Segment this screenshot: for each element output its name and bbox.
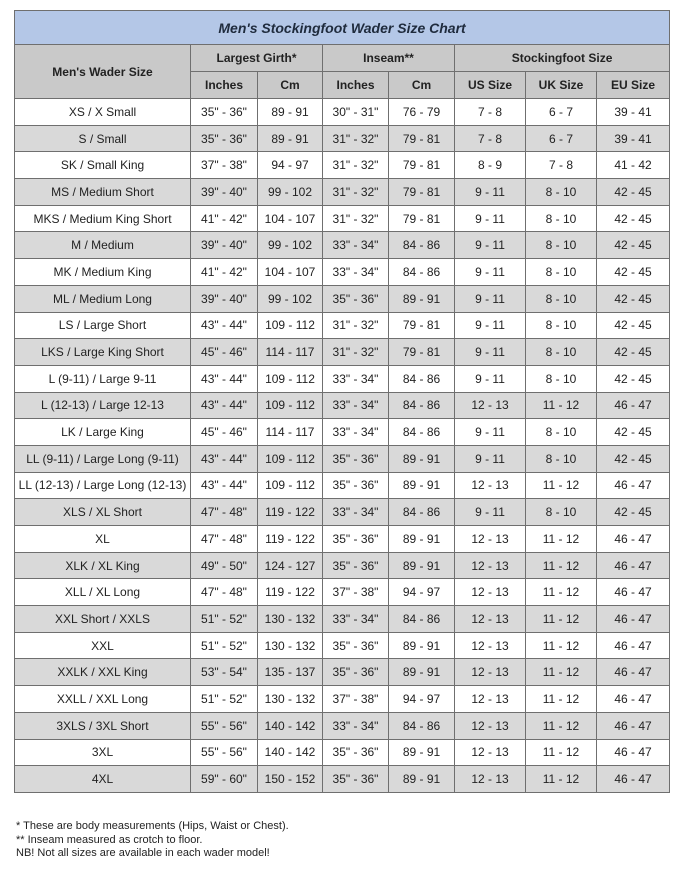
us-size-cell: 12 - 13: [455, 579, 526, 606]
us-size-cell: 9 - 11: [455, 285, 526, 312]
girth-inches-cell: 59" - 60": [191, 766, 258, 793]
girth-cm-cell: 119 - 122: [258, 526, 323, 553]
subheader-eu-size: EU Size: [597, 72, 670, 99]
table-row: [15, 125, 670, 152]
girth-cm-cell: 99 - 102: [258, 232, 323, 259]
us-size-cell: 9 - 11: [455, 499, 526, 526]
inseam-cm-cell: 79 - 81: [389, 125, 455, 152]
eu-size-cell: 42 - 45: [597, 205, 670, 232]
eu-size-cell: 46 - 47: [597, 472, 670, 499]
inseam-inches-cell: 35" - 36": [323, 632, 389, 659]
girth-cm-cell: 119 - 122: [258, 579, 323, 606]
girth-cm-cell: 114 - 117: [258, 419, 323, 446]
inseam-cm-cell: 94 - 97: [389, 686, 455, 713]
inseam-inches-cell: 33" - 34": [323, 259, 389, 286]
table-row: [15, 99, 670, 126]
girth-inches-cell: 39" - 40": [191, 232, 258, 259]
table-row: [15, 365, 670, 392]
us-size-cell: 9 - 11: [455, 259, 526, 286]
subheader-girth-cm: Cm: [258, 72, 323, 99]
inseam-cm-cell: 76 - 79: [389, 99, 455, 126]
inseam-cm-cell: 89 - 91: [389, 472, 455, 499]
girth-inches-cell: 47" - 48": [191, 499, 258, 526]
inseam-inches-cell: 33" - 34": [323, 499, 389, 526]
table-row: [15, 659, 670, 686]
us-size-cell: 9 - 11: [455, 445, 526, 472]
size-cell: LKS / Large King Short: [15, 339, 191, 366]
uk-size-cell: 8 - 10: [526, 445, 597, 472]
eu-size-cell: 46 - 47: [597, 766, 670, 793]
inseam-cm-cell: 84 - 86: [389, 232, 455, 259]
girth-cm-cell: 104 - 107: [258, 205, 323, 232]
size-cell: XXLK / XXL King: [15, 659, 191, 686]
size-cell: S / Small: [15, 125, 191, 152]
girth-inches-cell: 51" - 52": [191, 632, 258, 659]
eu-size-cell: 46 - 47: [597, 526, 670, 553]
table-row: [15, 232, 670, 259]
girth-inches-cell: 39" - 40": [191, 179, 258, 206]
size-cell: M / Medium: [15, 232, 191, 259]
inseam-inches-cell: 33" - 34": [323, 712, 389, 739]
table-row: [15, 205, 670, 232]
size-chart: [14, 10, 669, 793]
uk-size-cell: 11 - 12: [526, 606, 597, 633]
inseam-cm-cell: 89 - 91: [389, 526, 455, 553]
size-cell: XXL: [15, 632, 191, 659]
table-row: [15, 179, 670, 206]
us-size-cell: 8 - 9: [455, 152, 526, 179]
girth-inches-cell: 47" - 48": [191, 579, 258, 606]
uk-size-cell: 11 - 12: [526, 472, 597, 499]
inseam-cm-cell: 89 - 91: [389, 552, 455, 579]
table-row: [15, 339, 670, 366]
us-size-cell: 12 - 13: [455, 606, 526, 633]
us-size-cell: 7 - 8: [455, 125, 526, 152]
table-row: [15, 312, 670, 339]
eu-size-cell: 41 - 42: [597, 152, 670, 179]
girth-inches-cell: 35" - 36": [191, 125, 258, 152]
size-cell: LK / Large King: [15, 419, 191, 446]
us-size-cell: 9 - 11: [455, 179, 526, 206]
table-row: [15, 526, 670, 553]
us-size-cell: 9 - 11: [455, 312, 526, 339]
girth-cm-cell: 109 - 112: [258, 392, 323, 419]
table-row: [15, 472, 670, 499]
eu-size-cell: 46 - 47: [597, 579, 670, 606]
inseam-inches-cell: 33" - 34": [323, 392, 389, 419]
girth-inches-cell: 43" - 44": [191, 392, 258, 419]
uk-size-cell: 8 - 10: [526, 339, 597, 366]
table-row: [15, 606, 670, 633]
girth-cm-cell: 109 - 112: [258, 445, 323, 472]
girth-cm-cell: 124 - 127: [258, 552, 323, 579]
uk-size-cell: 8 - 10: [526, 259, 597, 286]
uk-size-cell: 11 - 12: [526, 766, 597, 793]
uk-size-cell: 8 - 10: [526, 205, 597, 232]
girth-inches-cell: 43" - 44": [191, 445, 258, 472]
inseam-inches-cell: 33" - 34": [323, 365, 389, 392]
size-cell: MKS / Medium King Short: [15, 205, 191, 232]
us-size-cell: 9 - 11: [455, 365, 526, 392]
chart-title: Men's Stockingfoot Wader Size Chart: [15, 11, 670, 45]
inseam-inches-cell: 33" - 34": [323, 232, 389, 259]
uk-size-cell: 11 - 12: [526, 579, 597, 606]
table-row: [15, 766, 670, 793]
inseam-cm-cell: 84 - 86: [389, 419, 455, 446]
inseam-inches-cell: 30" - 31": [323, 99, 389, 126]
girth-inches-cell: 41" - 42": [191, 259, 258, 286]
eu-size-cell: 39 - 41: [597, 99, 670, 126]
eu-size-cell: 42 - 45: [597, 339, 670, 366]
uk-size-cell: 11 - 12: [526, 552, 597, 579]
girth-cm-cell: 89 - 91: [258, 99, 323, 126]
girth-inches-cell: 49" - 50": [191, 552, 258, 579]
inseam-inches-cell: 33" - 34": [323, 419, 389, 446]
uk-size-cell: 11 - 12: [526, 632, 597, 659]
eu-size-cell: 42 - 45: [597, 179, 670, 206]
inseam-cm-cell: 89 - 91: [389, 739, 455, 766]
girth-inches-cell: 51" - 52": [191, 606, 258, 633]
inseam-inches-cell: 37" - 38": [323, 579, 389, 606]
girth-inches-cell: 39" - 40": [191, 285, 258, 312]
inseam-cm-cell: 84 - 86: [389, 712, 455, 739]
girth-inches-cell: 51" - 52": [191, 686, 258, 713]
subheader-us-size: US Size: [455, 72, 526, 99]
eu-size-cell: 46 - 47: [597, 632, 670, 659]
inseam-cm-cell: 84 - 86: [389, 259, 455, 286]
header-stockingfoot-size: Stockingfoot Size: [455, 45, 670, 72]
subheader-girth-inches: Inches: [191, 72, 258, 99]
girth-inches-cell: 45" - 46": [191, 419, 258, 446]
uk-size-cell: 11 - 12: [526, 686, 597, 713]
girth-cm-cell: 130 - 132: [258, 632, 323, 659]
girth-inches-cell: 53" - 54": [191, 659, 258, 686]
girth-cm-cell: 150 - 152: [258, 766, 323, 793]
girth-inches-cell: 41" - 42": [191, 205, 258, 232]
girth-inches-cell: 43" - 44": [191, 472, 258, 499]
inseam-cm-cell: 79 - 81: [389, 312, 455, 339]
size-cell: XL: [15, 526, 191, 553]
uk-size-cell: 6 - 7: [526, 125, 597, 152]
us-size-cell: 12 - 13: [455, 526, 526, 553]
eu-size-cell: 46 - 47: [597, 686, 670, 713]
girth-cm-cell: 140 - 142: [258, 739, 323, 766]
girth-cm-cell: 119 - 122: [258, 499, 323, 526]
size-cell: MS / Medium Short: [15, 179, 191, 206]
girth-inches-cell: 37" - 38": [191, 152, 258, 179]
inseam-inches-cell: 35" - 36": [323, 445, 389, 472]
eu-size-cell: 42 - 45: [597, 232, 670, 259]
inseam-inches-cell: 35" - 36": [323, 285, 389, 312]
size-cell: 3XLS / 3XL Short: [15, 712, 191, 739]
table-row: [15, 285, 670, 312]
size-cell: LL (12-13) / Large Long (12-13): [15, 472, 191, 499]
eu-size-cell: 42 - 45: [597, 259, 670, 286]
uk-size-cell: 6 - 7: [526, 99, 597, 126]
uk-size-cell: 7 - 8: [526, 152, 597, 179]
us-size-cell: 12 - 13: [455, 392, 526, 419]
size-cell: L (9-11) / Large 9-11: [15, 365, 191, 392]
girth-cm-cell: 114 - 117: [258, 339, 323, 366]
us-size-cell: 12 - 13: [455, 739, 526, 766]
inseam-cm-cell: 94 - 97: [389, 579, 455, 606]
uk-size-cell: 11 - 12: [526, 739, 597, 766]
girth-inches-cell: 47" - 48": [191, 526, 258, 553]
size-cell: XXLL / XXL Long: [15, 686, 191, 713]
table-row: [15, 739, 670, 766]
inseam-inches-cell: 31" - 32": [323, 152, 389, 179]
inseam-cm-cell: 79 - 81: [389, 152, 455, 179]
subheader-uk-size: UK Size: [526, 72, 597, 99]
inseam-inches-cell: 31" - 32": [323, 179, 389, 206]
inseam-cm-cell: 79 - 81: [389, 339, 455, 366]
inseam-cm-cell: 89 - 91: [389, 766, 455, 793]
us-size-cell: 12 - 13: [455, 552, 526, 579]
eu-size-cell: 46 - 47: [597, 712, 670, 739]
us-size-cell: 9 - 11: [455, 339, 526, 366]
girth-inches-cell: 55" - 56": [191, 739, 258, 766]
inseam-inches-cell: 35" - 36": [323, 552, 389, 579]
table-row: [15, 579, 670, 606]
us-size-cell: 12 - 13: [455, 766, 526, 793]
footnote-inseam: ** Inseam measured as crotch to floor.: [16, 833, 203, 846]
eu-size-cell: 42 - 45: [597, 419, 670, 446]
table-body: [15, 99, 670, 793]
eu-size-cell: 46 - 47: [597, 659, 670, 686]
girth-cm-cell: 109 - 112: [258, 312, 323, 339]
uk-size-cell: 8 - 10: [526, 232, 597, 259]
size-cell: LL (9-11) / Large Long (9-11): [15, 445, 191, 472]
girth-cm-cell: 104 - 107: [258, 259, 323, 286]
inseam-cm-cell: 89 - 91: [389, 659, 455, 686]
table-row: [15, 419, 670, 446]
size-cell: SK / Small King: [15, 152, 191, 179]
size-cell: 4XL: [15, 766, 191, 793]
girth-cm-cell: 99 - 102: [258, 285, 323, 312]
table-row: [15, 686, 670, 713]
footnote-availability: NB! Not all sizes are available in each wader model!: [16, 847, 270, 859]
eu-size-cell: 39 - 41: [597, 125, 670, 152]
uk-size-cell: 8 - 10: [526, 179, 597, 206]
size-cell: XXL Short / XXLS: [15, 606, 191, 633]
uk-size-cell: 11 - 12: [526, 659, 597, 686]
uk-size-cell: 11 - 12: [526, 526, 597, 553]
eu-size-cell: 42 - 45: [597, 312, 670, 339]
inseam-cm-cell: 89 - 91: [389, 285, 455, 312]
subheader-inseam-inches: Inches: [323, 72, 389, 99]
size-cell: L (12-13) / Large 12-13: [15, 392, 191, 419]
girth-cm-cell: 99 - 102: [258, 179, 323, 206]
eu-size-cell: 42 - 45: [597, 445, 670, 472]
us-size-cell: 9 - 11: [455, 419, 526, 446]
girth-cm-cell: 109 - 112: [258, 472, 323, 499]
table-row: [15, 552, 670, 579]
table-row: [15, 632, 670, 659]
girth-inches-cell: 43" - 44": [191, 312, 258, 339]
footnotes: [16, 820, 289, 861]
inseam-cm-cell: 84 - 86: [389, 392, 455, 419]
inseam-inches-cell: 31" - 32": [323, 339, 389, 366]
us-size-cell: 9 - 11: [455, 232, 526, 259]
table-row: [15, 712, 670, 739]
girth-cm-cell: 89 - 91: [258, 125, 323, 152]
size-cell: XS / X Small: [15, 99, 191, 126]
inseam-cm-cell: 89 - 91: [389, 632, 455, 659]
inseam-cm-cell: 79 - 81: [389, 179, 455, 206]
us-size-cell: 12 - 13: [455, 659, 526, 686]
eu-size-cell: 42 - 45: [597, 285, 670, 312]
uk-size-cell: 8 - 10: [526, 419, 597, 446]
inseam-inches-cell: 31" - 32": [323, 312, 389, 339]
header-largest-girth: Largest Girth*: [191, 45, 323, 72]
eu-size-cell: 42 - 45: [597, 499, 670, 526]
us-size-cell: 12 - 13: [455, 632, 526, 659]
size-cell: XLK / XL King: [15, 552, 191, 579]
us-size-cell: 9 - 11: [455, 205, 526, 232]
footnote-body-measurements: * These are body measurements (Hips, Waist or Chest).: [16, 820, 289, 832]
us-size-cell: 12 - 13: [455, 472, 526, 499]
inseam-inches-cell: 37" - 38": [323, 686, 389, 713]
us-size-cell: 12 - 13: [455, 686, 526, 713]
uk-size-cell: 11 - 12: [526, 712, 597, 739]
size-cell: XLL / XL Long: [15, 579, 191, 606]
table-row: [15, 445, 670, 472]
inseam-inches-cell: 35" - 36": [323, 472, 389, 499]
inseam-inches-cell: 35" - 36": [323, 659, 389, 686]
inseam-cm-cell: 89 - 91: [389, 445, 455, 472]
uk-size-cell: 8 - 10: [526, 365, 597, 392]
eu-size-cell: 46 - 47: [597, 739, 670, 766]
inseam-inches-cell: 35" - 36": [323, 739, 389, 766]
girth-cm-cell: 130 - 132: [258, 686, 323, 713]
inseam-inches-cell: 35" - 36": [323, 526, 389, 553]
girth-cm-cell: 140 - 142: [258, 712, 323, 739]
girth-inches-cell: 43" - 44": [191, 365, 258, 392]
table-row: [15, 392, 670, 419]
size-cell: MK / Medium King: [15, 259, 191, 286]
size-cell: LS / Large Short: [15, 312, 191, 339]
eu-size-cell: 46 - 47: [597, 392, 670, 419]
uk-size-cell: 8 - 10: [526, 285, 597, 312]
inseam-inches-cell: 35" - 36": [323, 766, 389, 793]
size-cell: ML / Medium Long: [15, 285, 191, 312]
girth-cm-cell: 130 - 132: [258, 606, 323, 633]
header-inseam: Inseam**: [323, 45, 455, 72]
uk-size-cell: 8 - 10: [526, 312, 597, 339]
size-cell: 3XL: [15, 739, 191, 766]
uk-size-cell: 11 - 12: [526, 392, 597, 419]
girth-cm-cell: 135 - 137: [258, 659, 323, 686]
girth-inches-cell: 35" - 36": [191, 99, 258, 126]
inseam-cm-cell: 84 - 86: [389, 499, 455, 526]
girth-inches-cell: 45" - 46": [191, 339, 258, 366]
table-row: [15, 152, 670, 179]
size-cell: XLS / XL Short: [15, 499, 191, 526]
inseam-inches-cell: 31" - 32": [323, 205, 389, 232]
inseam-inches-cell: 31" - 32": [323, 125, 389, 152]
table-row: [15, 259, 670, 286]
uk-size-cell: 8 - 10: [526, 499, 597, 526]
table-row: [15, 499, 670, 526]
header-wader-size: Men's Wader Size: [15, 45, 191, 99]
girth-cm-cell: 94 - 97: [258, 152, 323, 179]
us-size-cell: 12 - 13: [455, 712, 526, 739]
subheader-inseam-cm: Cm: [389, 72, 455, 99]
inseam-cm-cell: 84 - 86: [389, 606, 455, 633]
inseam-cm-cell: 79 - 81: [389, 205, 455, 232]
eu-size-cell: 46 - 47: [597, 552, 670, 579]
eu-size-cell: 46 - 47: [597, 606, 670, 633]
inseam-inches-cell: 33" - 34": [323, 606, 389, 633]
girth-cm-cell: 109 - 112: [258, 365, 323, 392]
eu-size-cell: 42 - 45: [597, 365, 670, 392]
us-size-cell: 7 - 8: [455, 99, 526, 126]
inseam-cm-cell: 84 - 86: [389, 365, 455, 392]
size-table: [14, 10, 670, 793]
girth-inches-cell: 55" - 56": [191, 712, 258, 739]
